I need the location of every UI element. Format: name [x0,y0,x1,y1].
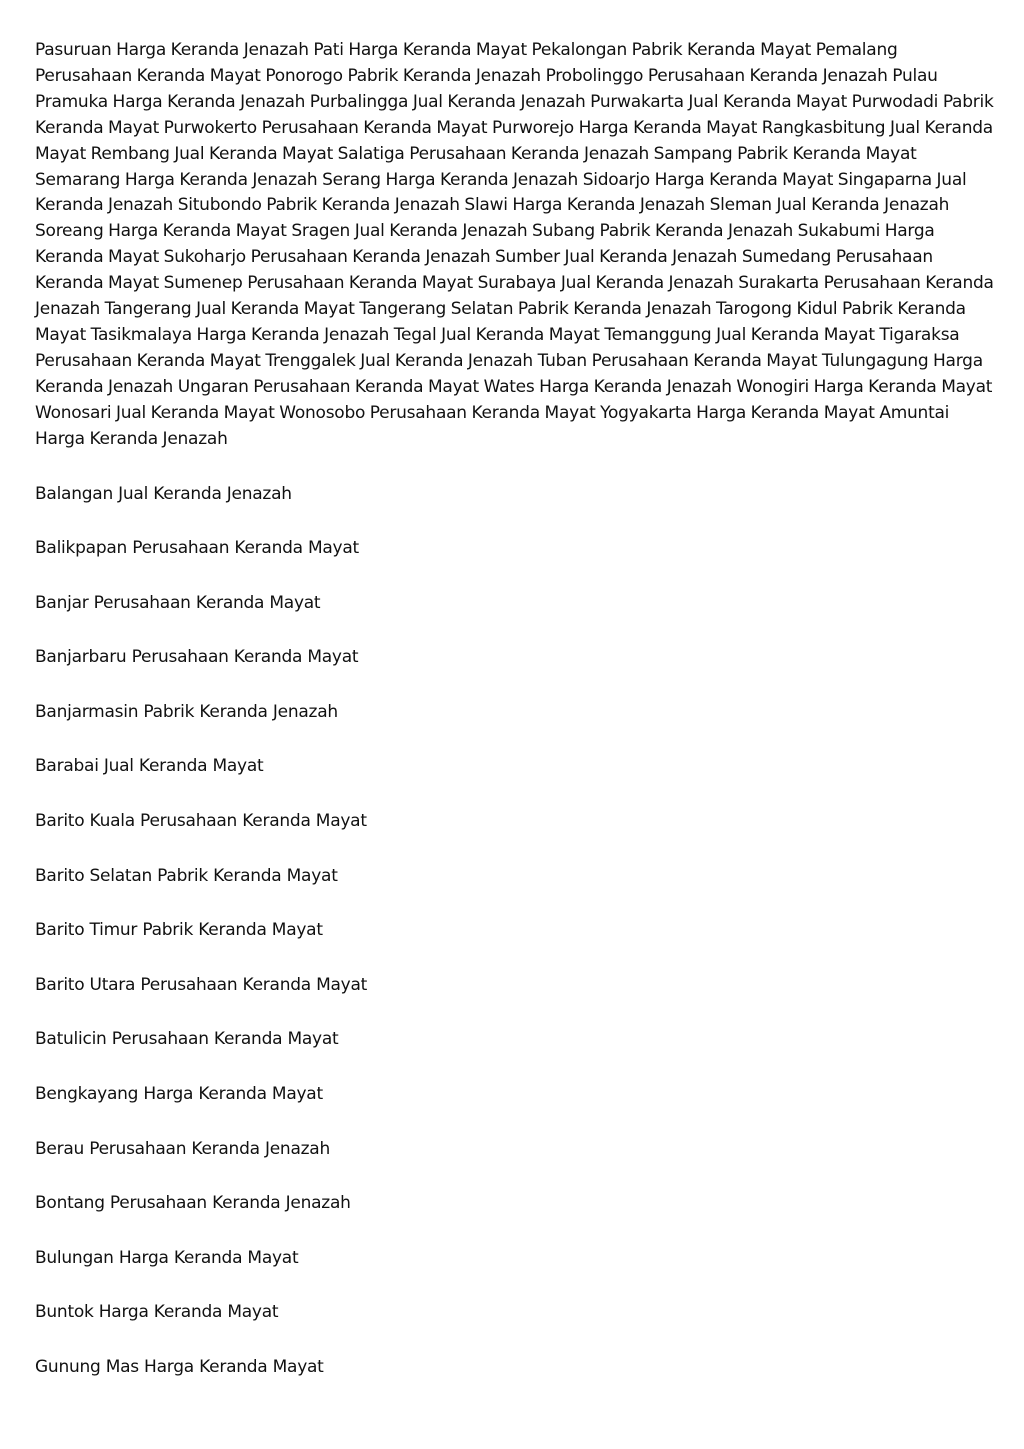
list-item: Balikpapan Perusahaan Keranda Mayat [35,538,359,559]
list-item: Banjarbaru Perusahaan Keranda Mayat [35,647,359,668]
list-item: Barito Selatan Pabrik Keranda Mayat [35,865,338,886]
list-item: Bontang Perusahaan Keranda Jenazah [35,1193,351,1214]
list-item: Buntok Harga Keranda Mayat [35,1302,279,1323]
list-item: Banjar Perusahaan Keranda Mayat [35,592,321,613]
list-item: Bulungan Harga Keranda Mayat [35,1247,299,1268]
list-item: Barito Utara Perusahaan Keranda Mayat [35,974,368,995]
list-item: Balangan Jual Keranda Jenazah [35,483,292,504]
list-item: Banjarmasin Pabrik Keranda Jenazah [35,701,338,722]
list-item: Barito Timur Pabrik Keranda Mayat [35,920,323,941]
list-item: Gunung Mas Harga Keranda Mayat [35,1357,324,1377]
list-item: Barabai Jual Keranda Mayat [35,756,264,777]
list-item: Barito Kuala Perusahaan Keranda Mayat [35,811,367,832]
item-list [35,482,995,1381]
list-item: Batulicin Perusahaan Keranda Mayat [35,1029,339,1050]
list-item: Berau Perusahaan Keranda Jenazah [35,1138,330,1159]
intro-paragraph: Pasuruan Harga Keranda Jenazah Pati Harga Keranda Mayat Pekalongan Pabrik Keranda Mayat Pemalang Perusahaan Keranda Mayat Ponorogo Pabrik Keranda Jenazah Probolinggo Perusahaan Keranda Jenazah Pulau Pramuka Harga Keranda Jenazah Purbalingga Jual Keranda Jenazah Purwakarta Jual Keranda Mayat Purwodadi Pabrik Keranda Mayat Purwokerto Perusahaan Keranda Mayat Purworejo Harga Keranda Mayat Rangkasbitung Jual Keranda Mayat Rembang Jual Keranda Mayat Salatiga Perusahaan Keranda Jenazah Sampang Pabrik Keranda Mayat Semarang Harga Keranda Jenazah Serang Harga Keranda Jenazah Sidoarjo Harga Keranda Mayat Singaparna Jual Keranda Jenazah Situbondo Pabrik Keranda Jenazah Slawi Harga Keranda Jenazah Sleman Jual Keranda Jenazah Soreang Harga Keranda Mayat Sragen Jual Keranda Jenazah Subang Pabrik Keranda Jenazah Sukabumi Harga Keranda Mayat Sukoharjo Perusahaan Keranda Jenazah Sumber Jual Keranda Jenazah Sumedang Perusahaan Keranda Mayat Sumenep Perusahaan Keranda Mayat Surabaya Jual Keranda Jenazah Surakarta Perusahaan Keranda Jenazah Tangerang Jual Keranda Mayat Tangerang Selatan Pabrik Keranda Jenazah Tarogong Kidul Pabrik Keranda Mayat Tasikmalaya Harga Keranda Jenazah Tegal Jual Keranda Mayat Temanggung Jual Keranda Mayat Tigaraksa Perusahaan Keranda Mayat Trenggalek Jual Keranda Jenazah Tuban Perusahaan Keranda Mayat Tulungagung Harga Keranda Jenazah Ungaran Perusahaan Keranda Mayat Wates Harga Keranda Jenazah Wonogiri Harga Keranda Mayat Wonosari Jual Keranda Mayat Wonosobo Perusahaan Keranda Mayat Yogyakarta Harga Keranda Mayat Amuntai Harga Keranda Jenazah [35,40,994,449]
list-item: Bengkayang Harga Keranda Mayat [35,1084,323,1105]
document-page [35,38,995,1410]
